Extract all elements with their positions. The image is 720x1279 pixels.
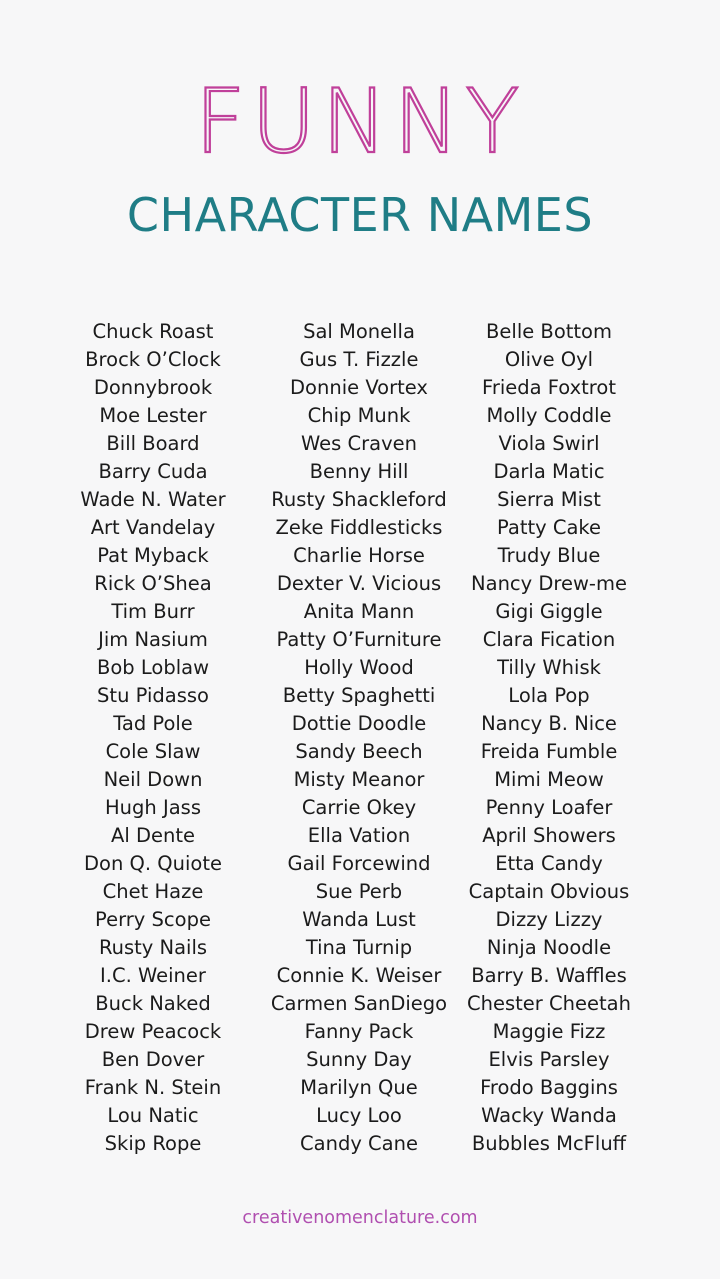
name-item: Misty Meanor [293, 768, 425, 791]
name-item: Dizzy Lizzy [495, 908, 603, 931]
name-item: Frieda Foxtrot [482, 376, 616, 399]
name-item: Ninja Noodle [486, 936, 612, 959]
name-item: Betty Spaghetti [282, 684, 436, 707]
name-item: Neil Down [103, 768, 203, 791]
name-item: Gail Forcewind [287, 852, 431, 875]
name-item: Fanny Pack [304, 1020, 414, 1043]
name-item: Gigi Giggle [495, 600, 603, 623]
name-item: Tilly Whisk [497, 656, 601, 679]
name-item: Frodo Baggins [480, 1076, 618, 1099]
name-item: Molly Coddle [486, 404, 612, 427]
name-item: Rick O’Shea [94, 572, 212, 595]
name-item: Marilyn Que [300, 1076, 418, 1099]
name-item: Barry Cuda [98, 460, 208, 483]
name-item: Tim Burr [111, 600, 195, 623]
name-item: Patty O’Furniture [276, 628, 442, 651]
name-item: Stu Pidasso [97, 684, 209, 707]
name-item: Elvis Parsley [488, 1048, 610, 1071]
name-item: Pat Myback [97, 544, 209, 567]
name-item: Belle Bottom [486, 320, 612, 343]
name-item: Viola Swirl [498, 432, 600, 455]
name-item: Donnybrook [93, 376, 213, 399]
name-item: Wade N. Water [80, 488, 226, 511]
name-item: Rusty Nails [98, 936, 208, 959]
name-item: Chester Cheetah [467, 992, 631, 1015]
name-item: Captain Obvious [468, 880, 630, 903]
name-item: Lou Natic [107, 1104, 199, 1127]
name-item: Tina Turnip [305, 936, 413, 959]
name-item: Al Dente [111, 824, 195, 847]
name-item: Cole Slaw [105, 740, 201, 763]
name-item: Bob Loblaw [96, 656, 210, 679]
name-item: Skip Rope [104, 1132, 202, 1155]
name-item: April Showers [482, 824, 616, 847]
name-item: Etta Candy [495, 852, 603, 875]
name-item: Sunny Day [306, 1048, 412, 1071]
name-item: Barry B. Waffles [471, 964, 627, 987]
name-item: Frank N. Stein [84, 1076, 222, 1099]
name-item: Nancy B. Nice [481, 712, 617, 735]
name-item: Sierra Mist [497, 488, 601, 511]
name-item: Anita Mann [303, 600, 415, 623]
name-item: Bill Board [106, 432, 200, 455]
name-item: Olive Oyl [504, 348, 594, 371]
name-item: Drew Peacock [84, 1020, 222, 1043]
name-item: Wacky Wanda [481, 1104, 617, 1127]
name-item: Perry Scope [95, 908, 211, 931]
name-item: Zeke Fiddlesticks [275, 516, 443, 539]
subtitle: CHARACTER NAMES [126, 188, 594, 242]
name-item: Nancy Drew-me [471, 572, 627, 595]
name-item: Wes Craven [301, 432, 417, 455]
name-item: I.C. Weiner [100, 964, 206, 987]
name-item: Carrie Okey [301, 796, 417, 819]
name-item: Buck Naked [95, 992, 211, 1015]
name-item: Tad Pole [113, 712, 193, 735]
name-item: Ella Vation [307, 824, 411, 847]
name-item: Donnie Vortex [290, 376, 428, 399]
name-item: Lola Pop [508, 684, 590, 707]
footer-url: creativenomenclature.com [242, 1208, 478, 1228]
name-item: Jim Nasium [98, 628, 208, 651]
name-item: Chet Haze [102, 880, 204, 903]
names-column-2 [249, 318, 469, 1158]
name-item: Mimi Meow [494, 768, 604, 791]
name-item: Freida Fumble [480, 740, 618, 763]
name-item: Charlie Horse [293, 544, 425, 567]
name-item: Ben Dover [101, 1048, 205, 1071]
names-column-1 [43, 318, 263, 1158]
name-item: Lucy Loo [316, 1104, 402, 1127]
names-list [0, 318, 720, 1178]
name-item: Bubbles McFluff [471, 1132, 627, 1155]
name-item: Patty Cake [496, 516, 602, 539]
name-item: Chip Munk [307, 404, 411, 427]
name-item: Sue Perb [315, 880, 403, 903]
name-item: Dottie Doodle [291, 712, 427, 735]
name-item: Holly Wood [304, 656, 414, 679]
name-item: Moe Lester [99, 404, 207, 427]
name-item: Maggie Fizz [492, 1020, 606, 1043]
name-item: Dexter V. Vicious [276, 572, 442, 595]
name-item: Trudy Blue [497, 544, 601, 567]
name-item: Wanda Lust [302, 908, 416, 931]
name-item: Darla Matic [493, 460, 605, 483]
name-item: Penny Loafer [485, 796, 613, 819]
title: FUNNY [194, 70, 526, 173]
name-item: Sandy Beech [295, 740, 423, 763]
name-item: Brock O’Clock [85, 348, 221, 371]
name-item: Hugh Jass [105, 796, 201, 819]
name-item: Don Q. Quiote [84, 852, 222, 875]
names-column-3 [439, 318, 659, 1158]
name-item: Art Vandelay [90, 516, 216, 539]
name-item: Connie K. Weiser [276, 964, 442, 987]
name-item: Rusty Shackleford [271, 488, 447, 511]
name-item: Benny Hill [309, 460, 409, 483]
name-item: Candy Cane [300, 1132, 418, 1155]
name-item: Clara Fication [482, 628, 616, 651]
name-item: Gus T. Fizzle [299, 348, 419, 371]
name-item: Sal Monella [303, 320, 415, 343]
name-item: Chuck Roast [92, 320, 214, 343]
name-item: Carmen SanDiego [270, 992, 448, 1015]
